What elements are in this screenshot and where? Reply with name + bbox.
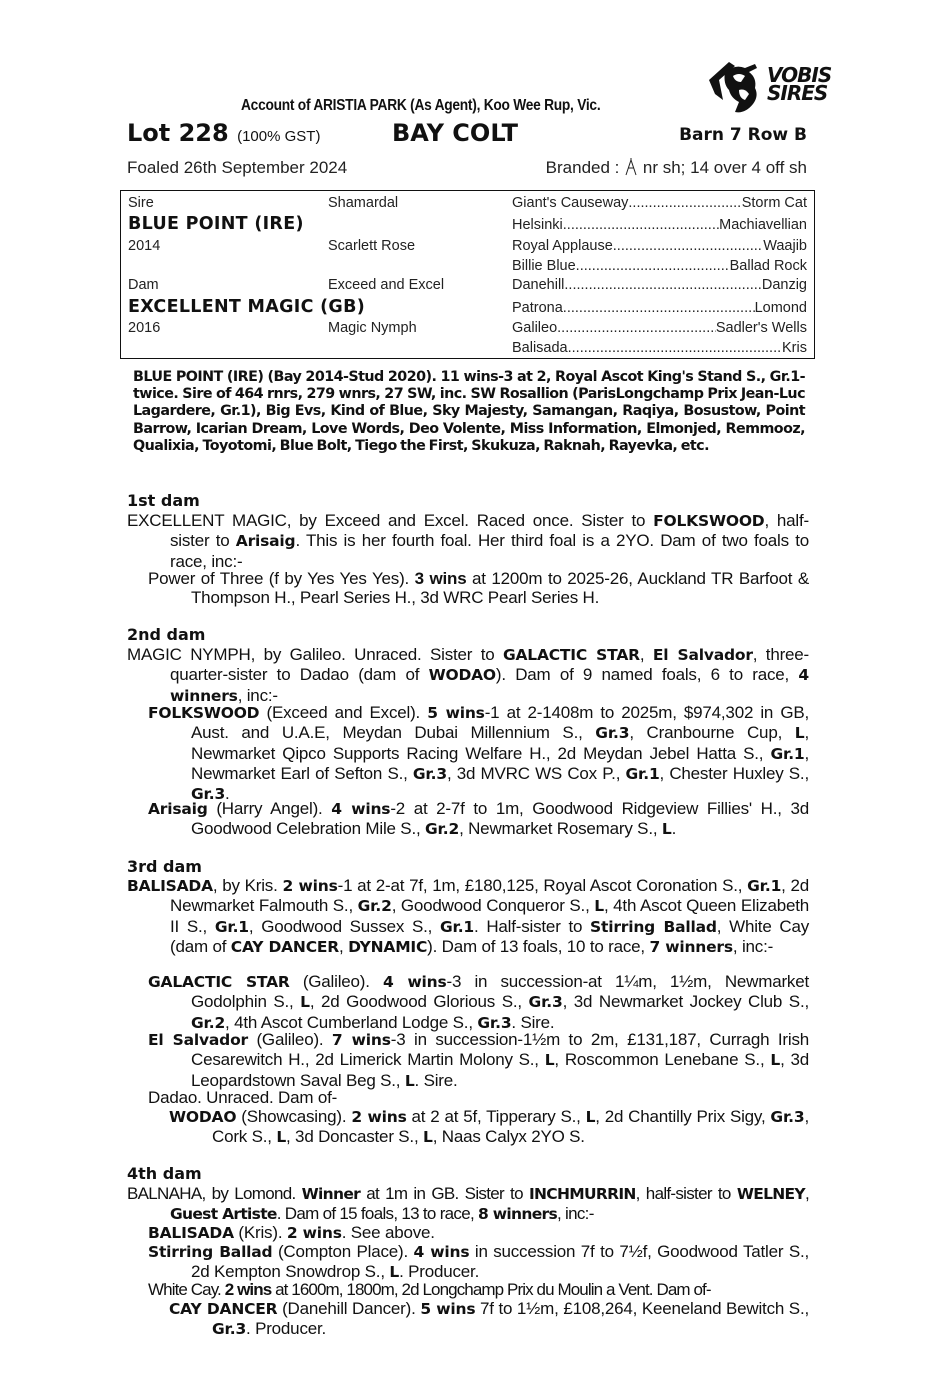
barn-location: Barn 7 Row B bbox=[679, 125, 807, 145]
vendor-account: Account of ARISTIA PARK (As Agent), Koo Wee Rup, Vic. bbox=[241, 97, 601, 114]
leader-dots bbox=[563, 217, 719, 233]
t: , Cranbourne Cup, bbox=[629, 723, 795, 743]
t: at 1m in GB. Sister to bbox=[360, 1184, 529, 1203]
t: , 2d Goodwood Glorious S., bbox=[309, 992, 529, 1012]
gp-right: Waajib bbox=[763, 238, 807, 254]
gp-right: Storm Cat bbox=[741, 195, 807, 211]
progeny-entry bbox=[148, 972, 809, 1033]
brand-info bbox=[546, 158, 807, 178]
horse-name: FOLKSWOOD bbox=[653, 512, 765, 530]
grandparent-row bbox=[512, 277, 807, 293]
t: (Galileo). bbox=[289, 972, 383, 991]
grade: L bbox=[661, 820, 672, 839]
t: Power of Three (f by Yes Yes Yes). bbox=[148, 569, 415, 588]
horse-name: El Salvador bbox=[652, 646, 753, 664]
leader-dots bbox=[564, 277, 761, 293]
t: , Goodwood Sussex S., bbox=[248, 916, 440, 936]
progeny-entry bbox=[148, 799, 809, 840]
horse-name: INCHMURRIN bbox=[528, 1185, 636, 1203]
white-cay-entry bbox=[148, 1280, 809, 1299]
horse-name: FOLKSWOOD bbox=[148, 704, 260, 722]
first-dam-heading: 1st dam bbox=[127, 491, 200, 510]
lot-label: Lot 228 bbox=[127, 119, 229, 147]
gp-left: Danehill bbox=[512, 277, 565, 293]
leader-dots bbox=[576, 258, 730, 274]
horse-name: Stirring Ballad bbox=[590, 917, 717, 936]
sire-dam: Scarlett Rose bbox=[328, 238, 416, 254]
wins: 5 wins bbox=[427, 704, 485, 722]
progeny-entry bbox=[169, 1107, 809, 1148]
t: , Newmarket Rosemary S., bbox=[459, 819, 662, 839]
grade: Gr.1 bbox=[770, 744, 805, 763]
progeny-entry bbox=[148, 1242, 809, 1283]
t: . bbox=[671, 819, 677, 839]
t: , 4th Ascot Cumberland Lodge S., bbox=[225, 1012, 478, 1032]
progeny-entry bbox=[148, 569, 809, 608]
dam-sire: Exceed and Excel bbox=[328, 277, 445, 293]
grandparent-row bbox=[512, 320, 807, 336]
t: , Naas Calyx 2YO S. bbox=[432, 1127, 585, 1147]
t: , Newmarket Earl of Sefton S., bbox=[191, 743, 809, 783]
brand-details: nr sh; 14 over 4 off sh bbox=[642, 158, 807, 177]
sire-sire: Shamardal bbox=[328, 195, 399, 211]
t: , inc:- bbox=[732, 936, 774, 956]
t: , White Cay (dam of bbox=[170, 916, 810, 956]
gp-right: Machiavellian bbox=[719, 217, 807, 233]
t: , Roscommon Lenebane S., bbox=[554, 1050, 771, 1070]
t: at 1200m to 2025-26, Auckland TR Barfoot & Thompson H., Pearl Series H., 3d WRC Pearl Series H. bbox=[191, 569, 809, 608]
t: -3 in succession-at 1¼m, 1½m, Newmarket Godolphin S., bbox=[191, 972, 810, 1012]
t: -2 at 2-7f to 1m, Goodwood Ridgeview Fillies' H., 3d Goodwood Celebration Mile S., bbox=[191, 799, 809, 839]
gp-right: Ballad Rock bbox=[729, 258, 807, 274]
logo-line-1: VOBIS bbox=[767, 63, 832, 87]
wins: 2 wins bbox=[286, 1224, 342, 1242]
dam-year: 2016 bbox=[128, 320, 161, 336]
jockey-horse-icon bbox=[705, 58, 767, 118]
t: (Exceed and Excel). bbox=[259, 703, 428, 722]
t: White Cay. bbox=[148, 1280, 225, 1299]
gst-note: (100% GST) bbox=[237, 128, 321, 145]
t: at 2 at 5f, Tipperary S., bbox=[406, 1107, 586, 1126]
grandparent-row bbox=[512, 300, 807, 316]
grade: L bbox=[423, 1128, 433, 1147]
t: (Danehill Dancer). bbox=[277, 1299, 421, 1318]
gp-left: Giant's Causeway bbox=[512, 195, 629, 211]
horse-name: Arisaig bbox=[148, 800, 208, 818]
t: . Half-sister to bbox=[474, 916, 591, 936]
wins: 7 wins bbox=[331, 1031, 391, 1049]
grade: Gr.2 bbox=[357, 897, 392, 916]
wins: 4 wins bbox=[331, 800, 391, 818]
grade: Gr.3 bbox=[412, 764, 447, 783]
grade: L bbox=[544, 1051, 555, 1070]
grade: Gr.3 bbox=[528, 993, 563, 1012]
horse-name: WODAO bbox=[428, 666, 496, 685]
horse-name: WELNEY bbox=[736, 1185, 805, 1203]
grade: Gr.3 bbox=[477, 1013, 512, 1032]
horse-name: WODAO bbox=[169, 1108, 237, 1126]
t: (Harry Angel). bbox=[207, 799, 332, 818]
t: , 3d MVRC WS Cox P., bbox=[446, 763, 626, 783]
grade: Gr.1 bbox=[439, 917, 475, 936]
leader-dots bbox=[613, 238, 763, 254]
first-dam-text bbox=[127, 511, 809, 571]
t: . See above. bbox=[341, 1223, 435, 1242]
horse-name: CAY DANCER bbox=[230, 937, 340, 956]
leader-dots bbox=[557, 320, 716, 336]
gp-right: Danzig bbox=[761, 277, 807, 293]
grade: L bbox=[300, 993, 310, 1012]
lot-line bbox=[127, 119, 807, 153]
grade: Gr.2 bbox=[425, 820, 460, 839]
gp-right: Kris bbox=[782, 340, 807, 356]
wins: 4 wins bbox=[413, 1243, 470, 1261]
t: ). Dam of 13 foals, 10 to race, bbox=[427, 936, 650, 956]
t: . Sire. bbox=[414, 1070, 458, 1090]
t: . Producer. bbox=[399, 1262, 480, 1282]
t: . Sire. bbox=[511, 1012, 555, 1032]
t: (Galileo). bbox=[247, 1030, 332, 1049]
t: in succession 7f to 7½f, Goodwood Tatler S., 2d Kempton Snowdrop S., bbox=[191, 1242, 810, 1282]
sire-description: BLUE POINT (IRE) (Bay 2014-Stud 2020). 11 wins-3 at 2, Royal Ascot King's Stand S., Gr.1-twice. Sire of 464 rnrs, 279 wnrs, 27 SW, inc. SW Rosallion (ParisLongchamp Prix Jean-Luc Lagardere, Gr.1), Big Evs, Kind of Blue, Sky Majesty, Samangan, Raqiya, Bosustow, Point Barrow, Icarian Dream, Love Words, Deo Volente, Miss Information, Elmonjed, Remmooz, Qualixia, Toyotomi, Blue Bolt, Tiego the First, Skukuza, Raknah, Rayevka, etc. bbox=[133, 369, 805, 454]
grade: Gr.3 bbox=[770, 1108, 805, 1126]
t: , by Kris. bbox=[212, 876, 283, 895]
horse-name: CAY DANCER bbox=[169, 1300, 278, 1318]
dam-label: Dam bbox=[128, 277, 159, 293]
fourth-dam-heading: 4th dam bbox=[127, 1164, 202, 1183]
gp-left: Patrona bbox=[512, 300, 563, 316]
gp-left: Helsinki bbox=[512, 217, 563, 233]
third-dam-text bbox=[127, 876, 809, 957]
t: . bbox=[225, 784, 230, 804]
progeny-entry bbox=[148, 703, 809, 804]
horse-name: Arisaig bbox=[235, 532, 296, 551]
t: , bbox=[804, 1184, 809, 1203]
t: , 4th Ascot Queen Elizabeth II S., bbox=[170, 896, 809, 936]
grandparent-row bbox=[512, 340, 807, 356]
t: , inc:- bbox=[237, 685, 278, 705]
sire-label: Sire bbox=[128, 195, 154, 211]
grade: Gr.1 bbox=[214, 917, 249, 936]
gp-right: Lomond bbox=[754, 300, 807, 316]
brand-mark-icon bbox=[624, 158, 638, 176]
t: , three-quarter-sister to Dadao (dam of bbox=[170, 645, 810, 685]
horse-name: Guest Artiste bbox=[170, 1205, 277, 1224]
grade: L bbox=[770, 1051, 781, 1070]
grade: L bbox=[389, 1263, 400, 1282]
grade: L bbox=[585, 1108, 596, 1126]
t: , half-sister to bbox=[635, 1184, 737, 1203]
t: , half-sister to bbox=[170, 511, 809, 551]
t: ). Dam of 9 named foals, 6 to race, bbox=[495, 665, 799, 685]
grade: L bbox=[594, 897, 604, 916]
dam-dam: Magic Nymph bbox=[328, 320, 417, 336]
progeny-entry bbox=[148, 1223, 809, 1243]
t: BALNAHA, by Lomond. bbox=[127, 1184, 302, 1203]
horse-name: GALACTIC STAR bbox=[148, 973, 290, 991]
dam-name: EXCELLENT MAGIC (GB) bbox=[128, 297, 366, 317]
dadao-entry: Dadao. Unraced. Dam of- bbox=[148, 1088, 338, 1107]
vobis-sires-logo bbox=[705, 58, 845, 118]
wins: Winner bbox=[301, 1185, 361, 1203]
foaled-date: Foaled 26th September 2024 bbox=[127, 158, 348, 177]
grade: Gr.3 bbox=[212, 1320, 247, 1339]
t: -1 at 2-at 7f, 1m, £180,125, Royal Ascot Coronation S., bbox=[337, 876, 748, 895]
t: -1 at 2-1408m to 2025m, $974,302 in GB, Aust. and U.A.E, Meydan Dubai Millennium S., bbox=[191, 703, 810, 743]
t: at 1600m, 1800m, 2d Longchamp Prix du Moulin a Vent. Dam of- bbox=[271, 1280, 711, 1299]
t: (Compton Place). bbox=[272, 1242, 414, 1261]
wins: 2 wins bbox=[282, 877, 338, 895]
gp-left: Balisada bbox=[512, 340, 568, 356]
pedigree-table bbox=[120, 190, 815, 359]
leader-dots bbox=[563, 300, 755, 316]
horse-name: Stirring Ballad bbox=[148, 1243, 273, 1261]
t: MAGIC NYMPH, by Galileo. Unraced. Sister to bbox=[127, 645, 503, 664]
progeny-entry bbox=[169, 1299, 809, 1340]
wins: 4 wins bbox=[382, 973, 447, 991]
logo-text bbox=[767, 63, 832, 105]
t: , Goodwood Conqueror S., bbox=[391, 896, 595, 916]
wins: 3 wins bbox=[414, 569, 467, 588]
logo-line-2: SIRES bbox=[767, 81, 828, 105]
progeny-entry bbox=[148, 1030, 809, 1091]
gp-right: Sadler's Wells bbox=[715, 320, 807, 336]
grandparent-row bbox=[512, 217, 807, 233]
gp-left: Galileo bbox=[512, 320, 558, 336]
t: . Dam of 15 foals, 13 to race, bbox=[276, 1204, 479, 1224]
grandparent-row bbox=[512, 258, 807, 274]
t: , Chester Huxley S., bbox=[659, 763, 809, 783]
t: , Cork S., bbox=[212, 1107, 809, 1147]
grandparent-row bbox=[512, 195, 807, 211]
grade: Gr.2 bbox=[191, 1013, 226, 1032]
t: , 3d Doncaster S., bbox=[286, 1127, 424, 1147]
horse-name: GALACTIC STAR bbox=[502, 646, 640, 664]
gp-left: Royal Applause bbox=[512, 238, 613, 254]
t: , 2d Newmarket Falmouth S., bbox=[170, 876, 810, 916]
leader-dots bbox=[568, 340, 782, 356]
t: EXCELLENT MAGIC, by Exceed and Excel. Raced once. Sister to bbox=[127, 511, 654, 530]
t: , bbox=[639, 645, 653, 664]
winners: 7 winners bbox=[649, 937, 733, 956]
t: , 3d Newmarket Jockey Club S., bbox=[562, 992, 809, 1012]
second-dam-heading: 2nd dam bbox=[127, 625, 206, 644]
horse-name: El Salvador bbox=[148, 1031, 248, 1049]
t: , 3d Leopardstown Saval Beg S., bbox=[191, 1050, 809, 1090]
gp-left: Billie Blue bbox=[512, 258, 576, 274]
t: . This is her fourth foal. Her third foal is a 2YO. Dam of two foals to race, inc:- bbox=[170, 531, 809, 571]
t: , inc:- bbox=[557, 1204, 594, 1224]
grade: L bbox=[794, 724, 805, 743]
grade: L bbox=[404, 1071, 415, 1090]
fourth-dam-text bbox=[127, 1184, 809, 1225]
third-dam-heading: 3rd dam bbox=[127, 857, 202, 876]
branded-label: Branded : bbox=[545, 158, 620, 177]
leader-dots bbox=[628, 195, 741, 211]
t: . Producer. bbox=[246, 1319, 327, 1339]
wins: 2 wins bbox=[224, 1280, 272, 1299]
t: , Newmarket Qipco Supports Racing Welfare H., 2d Meydan Jebel Hatta S., bbox=[191, 723, 809, 763]
wins: 5 wins bbox=[420, 1300, 476, 1318]
t: (Kris). bbox=[233, 1223, 287, 1242]
second-dam-text bbox=[127, 645, 809, 706]
grade: L bbox=[276, 1128, 287, 1147]
horse-name: BALISADA bbox=[148, 1224, 234, 1242]
wins: 2 wins bbox=[351, 1108, 407, 1126]
sire-name: BLUE POINT (IRE) bbox=[128, 214, 304, 234]
t: (Showcasing). bbox=[236, 1107, 352, 1126]
grade: Gr.3 bbox=[191, 785, 226, 804]
grade: Gr.1 bbox=[747, 877, 782, 895]
grade: Gr.3 bbox=[595, 724, 630, 743]
grade: Gr.1 bbox=[625, 764, 660, 783]
horse-name: BALISADA bbox=[127, 877, 213, 895]
winners: 8 winners bbox=[478, 1205, 557, 1224]
grandparent-row bbox=[512, 238, 807, 254]
t: , 2d Chantilly Prix Sigy, bbox=[595, 1107, 771, 1126]
horse-description: BAY COLT bbox=[392, 119, 519, 147]
t: , bbox=[339, 936, 349, 956]
sire-year: 2014 bbox=[128, 238, 161, 254]
winners: 4 winners bbox=[170, 666, 809, 705]
lot-number bbox=[127, 119, 320, 147]
t: -3 in succession-1½m to 2m, £131,187, Curragh Irish Cesarewitch H., 2d Limerick Martin Molony S., bbox=[191, 1030, 810, 1070]
t: 7f to 1½m, £108,264, Keeneland Bewitch S., bbox=[475, 1299, 809, 1318]
horse-name: DYNAMIC bbox=[348, 937, 428, 956]
